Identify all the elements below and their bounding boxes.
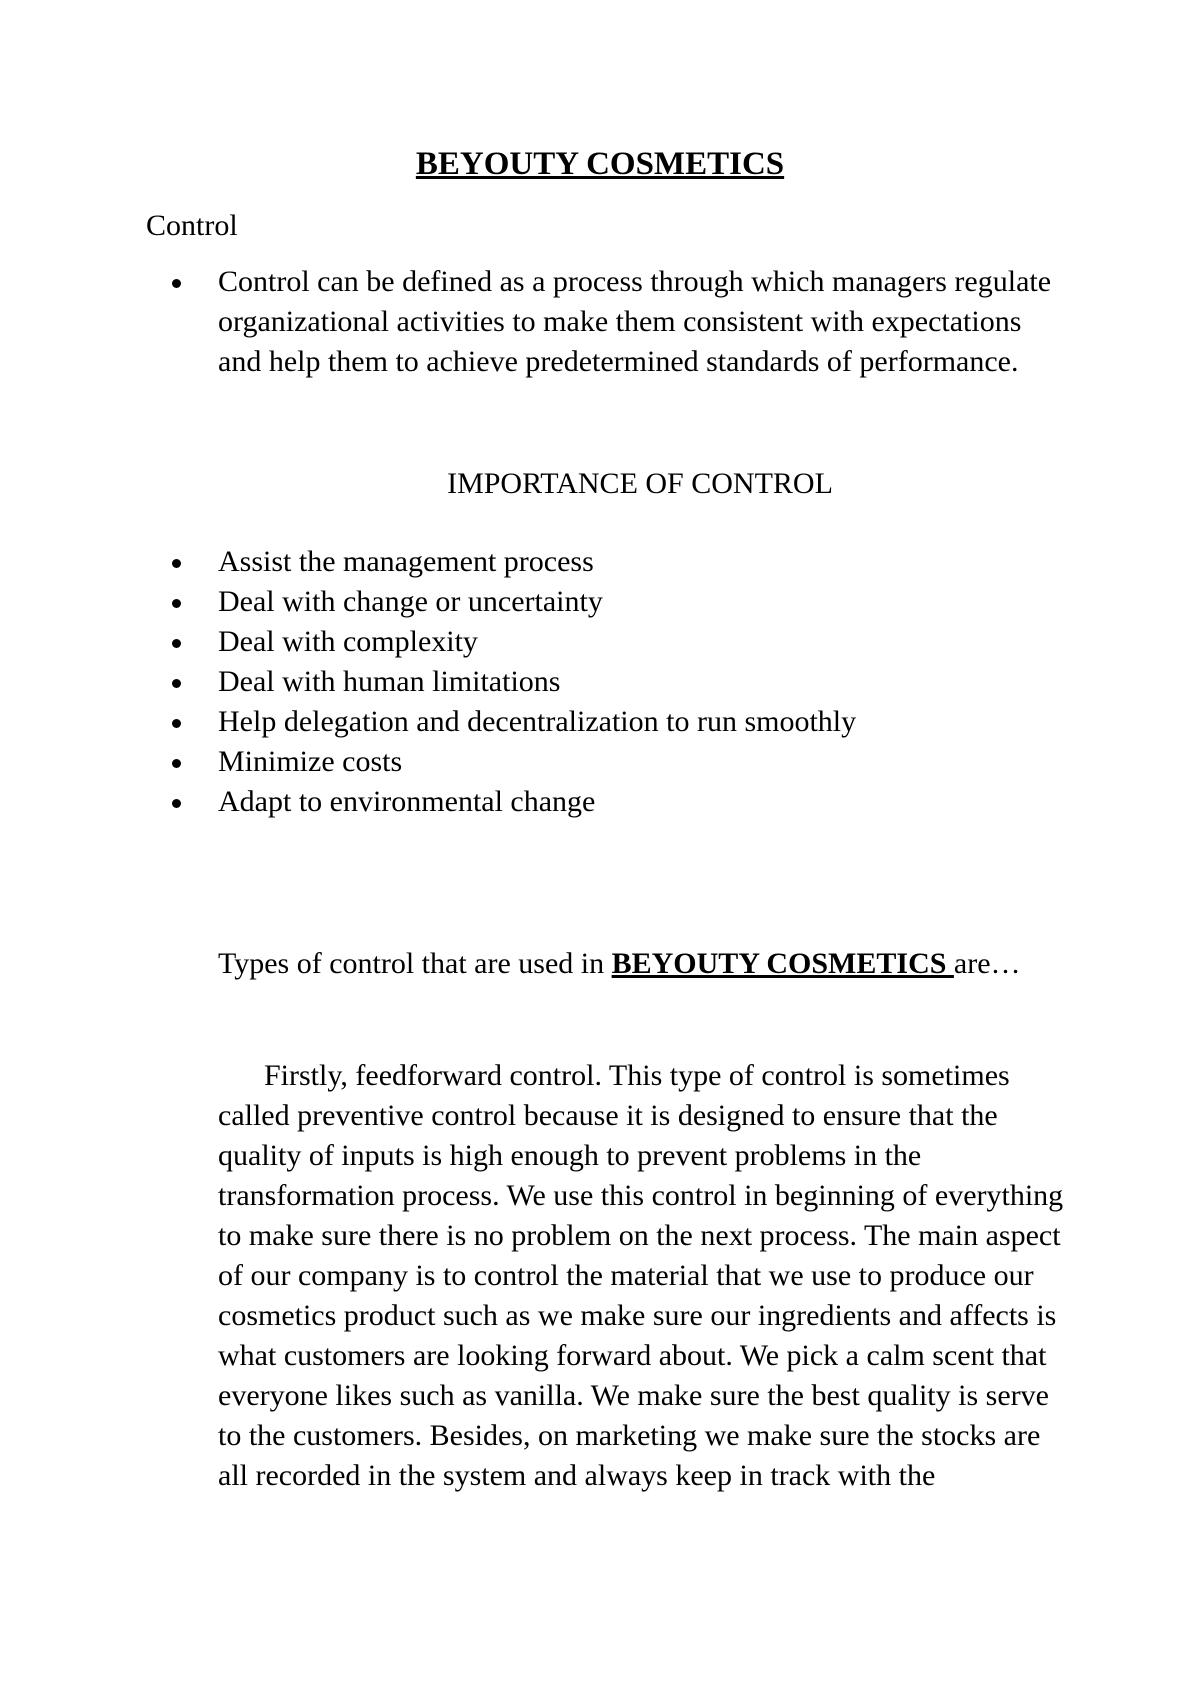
bullet-icon: [172, 679, 181, 688]
bullet-icon: [172, 719, 181, 728]
bullet-icon: [172, 639, 181, 648]
importance-bullet-item: [172, 662, 1072, 702]
section-label-control: Control: [146, 209, 238, 242]
definition-bullet-text: Control can be defined as a process through which managers regulate organizational activities to make them consistent with expectations and help them to achieve predetermined standards of performance.: [218, 265, 1052, 378]
importance-bullet-text: Deal with change or uncertainty: [218, 585, 603, 618]
types-intro-paragraph: [218, 944, 1068, 984]
importance-bullet-list: [172, 542, 1072, 822]
importance-bullet-text: Deal with complexity: [218, 625, 478, 658]
importance-bullet-text: Deal with human limitations: [218, 665, 561, 698]
bullet-icon: [172, 799, 181, 808]
feedforward-paragraph: Firstly, feedforward control. This type of control is sometimes called preventive control because it is designed to ensure that the quality of inputs is high enough to prevent problems in the transformation process. We use this control in beginning of everything to make sure there is no problem on the next process. The main aspect of our company is to control the material that we use to produce our cosmetics product such as we make sure our ingredients and affects is what customers are looking forward about. We pick a calm scent that everyone likes such as vanilla. We make sure the best quality is serve to the customers. Besides, on marketing we make sure the stocks are all recorded in the system and always keep in track with the: [218, 1059, 1064, 1492]
importance-bullet-item: [172, 702, 1072, 742]
definition-bullet-list: [172, 262, 1052, 382]
types-intro-suffix: are…: [953, 947, 1021, 980]
bullet-icon: [172, 599, 181, 608]
importance-bullet-text: Minimize costs: [218, 745, 403, 778]
types-intro-company: BEYOUTY COSMETICS: [611, 947, 954, 980]
importance-bullet-item: [172, 582, 1072, 622]
importance-bullet-text: Adapt to environmental change: [218, 785, 596, 818]
bullet-icon: [172, 279, 181, 288]
definition-bullet-item: [172, 262, 1052, 382]
types-intro-prefix: Types of control that are used in: [218, 947, 612, 980]
importance-heading: IMPORTANCE OF CONTROL: [447, 467, 833, 500]
document-title: BEYOUTY COSMETICS: [415, 146, 785, 182]
importance-bullet-item: [172, 742, 1072, 782]
importance-bullet-text: Assist the management process: [218, 545, 594, 578]
bullet-icon: [172, 559, 181, 568]
importance-bullet-item: [172, 542, 1072, 582]
importance-bullet-item: [172, 782, 1072, 822]
importance-bullet-item: [172, 622, 1072, 662]
bullet-icon: [172, 759, 181, 768]
importance-bullet-text: Help delegation and decentralization to run smoothly: [218, 705, 857, 738]
